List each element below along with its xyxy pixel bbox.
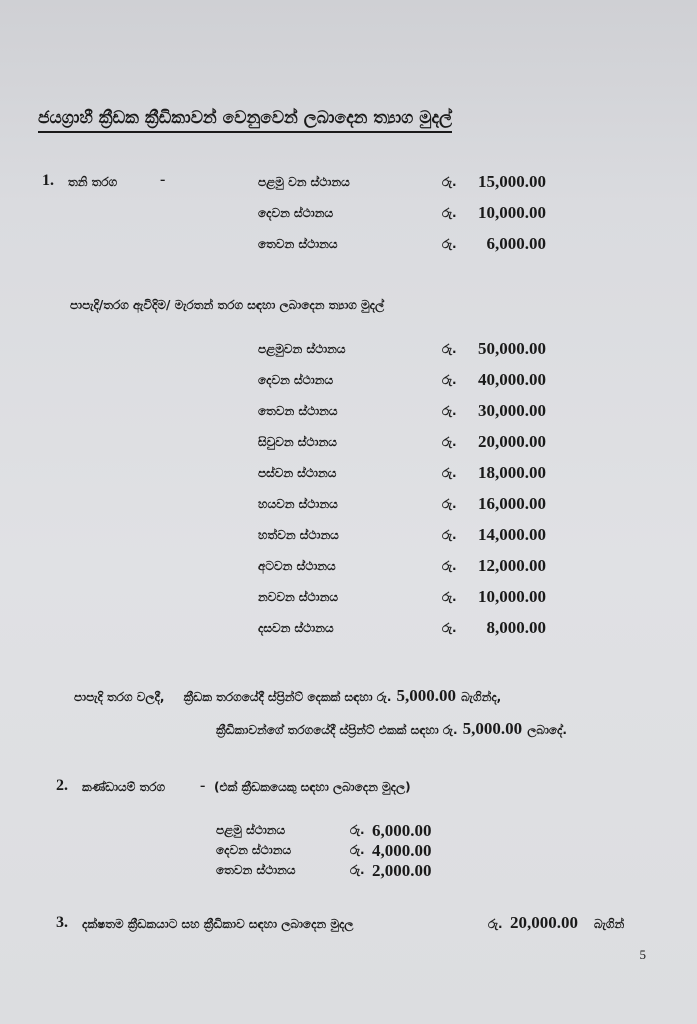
prize-position: දෙවන ස්ථානය	[258, 206, 334, 220]
prize-row	[0, 525, 697, 549]
prize-position: තෙවන ස්ථානය	[258, 404, 338, 418]
prize-amount: 50,000.00	[478, 339, 546, 358]
cycling-note-suffix2: ලබාදේ.	[527, 723, 567, 737]
cycling-note-text1: ක්‍රීඩක තරගයේදී ස්ප්‍රින්ට් දෙකක් සඳහා රු.	[183, 690, 392, 704]
prize-amount: 8,000.00	[486, 618, 546, 637]
section1-label: තනි තරග	[68, 175, 118, 189]
prize-amount: 4,000.00	[372, 841, 432, 860]
section2-number: 2.	[56, 777, 68, 794]
cycling-note-prefix: පාපැදි තරග වලදී,	[74, 690, 165, 704]
cycling-note-line1	[74, 686, 501, 706]
prize-row	[0, 401, 697, 425]
prize-currency: රු.	[442, 466, 457, 480]
cycling-note-line2	[216, 719, 567, 739]
prize-amount: 12,000.00	[478, 556, 546, 575]
prize-position: දසවන ස්ථානය	[258, 621, 334, 635]
section2-note: (එක් ක්‍රීඩකයෙකු සඳහා ලබාදෙන මුදල)	[214, 780, 411, 794]
prize-position: සිවුවන ස්ථානය	[258, 435, 337, 449]
prize-currency: රු.	[442, 237, 457, 251]
prize-currency: රු.	[442, 528, 457, 542]
section2-dash: -	[200, 777, 206, 794]
prize-currency: රු.	[442, 206, 457, 220]
page-number: 5	[639, 947, 646, 962]
prize-position: නවවන ස්ථානය	[258, 590, 338, 604]
prize-amount: 6,000.00	[372, 821, 432, 840]
marathon-heading: පාපැදි/තරග ඇවිදිම/ මැරතන් තරග සඳහා ලබාදෙන ත්‍යාග මුදල්	[70, 298, 385, 312]
prize-currency: රු.	[442, 559, 457, 573]
prize-row	[0, 618, 697, 642]
prize-row	[0, 861, 697, 883]
prize-currency: රු.	[350, 863, 365, 877]
prize-currency: රු.	[442, 342, 457, 356]
prize-amount: 10,000.00	[478, 587, 546, 606]
prize-position: තෙවන ස්ථානය	[258, 237, 338, 251]
prize-currency: රු.	[442, 404, 457, 418]
prize-row	[0, 841, 697, 863]
prize-position: පළමු ස්ථානය	[216, 823, 286, 837]
prize-position: පළමුවන ස්ථානය	[258, 342, 346, 356]
prize-position: පළමු වන ස්ථානය	[258, 175, 350, 189]
prize-row	[0, 370, 697, 394]
prize-amount: 20,000.00	[478, 432, 546, 451]
prize-position: පස්වන ස්ථානය	[258, 466, 337, 480]
section3-label: දක්ෂතම ක්‍රීඩකයාට සහ ක්‍රීඩිකාව සඳහා ලබාදෙන මුදල	[82, 917, 354, 931]
prize-amount: 18,000.00	[478, 463, 546, 482]
prize-row	[0, 821, 697, 843]
prize-amount: 40,000.00	[478, 370, 546, 389]
prize-amount: 2,000.00	[372, 861, 432, 880]
prize-amount: 30,000.00	[478, 401, 546, 420]
prize-currency: රු.	[442, 435, 457, 449]
prize-currency: රු.	[442, 175, 457, 189]
prize-position: අටවන ස්ථානය	[258, 559, 336, 573]
prize-row	[0, 463, 697, 487]
cycling-note-amount2: 5,000.00	[462, 719, 523, 738]
section1-dash: -	[160, 171, 166, 188]
prize-currency: රු.	[442, 373, 457, 387]
cycling-note-suffix1: බැගින්ද,	[461, 690, 502, 704]
prize-currency: රු.	[442, 621, 457, 635]
prize-position: හත්වන ස්ථානය	[258, 528, 339, 542]
section2-label: කණ්ඩායම් තරග	[82, 780, 166, 794]
prize-currency: රු.	[442, 590, 457, 604]
prize-amount: 14,000.00	[478, 525, 546, 544]
prize-amount: 16,000.00	[478, 494, 546, 513]
prize-row	[0, 494, 697, 518]
prize-position: දෙවන ස්ථානය	[216, 843, 292, 857]
prize-currency: රු.	[350, 843, 365, 857]
prize-amount: 10,000.00	[478, 203, 546, 222]
section3-suffix: බැගින්	[594, 917, 625, 931]
prize-row	[0, 587, 697, 611]
section3-number: 3.	[56, 914, 68, 931]
prize-row	[0, 234, 697, 258]
prize-row	[0, 172, 697, 196]
prize-currency: රු.	[350, 823, 365, 837]
prize-row	[0, 203, 697, 227]
prize-currency: රු.	[442, 497, 457, 511]
prize-row	[0, 432, 697, 456]
cycling-note-amount1: 5,000.00	[396, 686, 456, 705]
cycling-note-text2: ක්‍රීඩිකාවන්ගේ තරගයේදී ස්ප්‍රින්ට් එකක් සඳහා රු.	[216, 723, 458, 737]
prize-amount: 15,000.00	[478, 172, 546, 191]
prize-row	[0, 339, 697, 363]
section3-amount: 20,000.00	[510, 913, 578, 932]
page-title: ජයග්‍රාහී ක්‍රීඩක ක්‍රීඩිකාවන් වෙනුවෙන් ලබාදෙන ත්‍යාග මුදල්	[38, 108, 452, 133]
prize-row	[0, 556, 697, 580]
prize-position: දෙවන ස්ථානය	[258, 373, 334, 387]
prize-amount: 6,000.00	[486, 234, 546, 253]
prize-position: තෙවන ස්ථානය	[216, 863, 296, 877]
section1-number: 1.	[42, 172, 54, 189]
section3-currency: රු.	[488, 917, 503, 931]
prize-position: හයවන ස්ථානය	[258, 497, 338, 511]
